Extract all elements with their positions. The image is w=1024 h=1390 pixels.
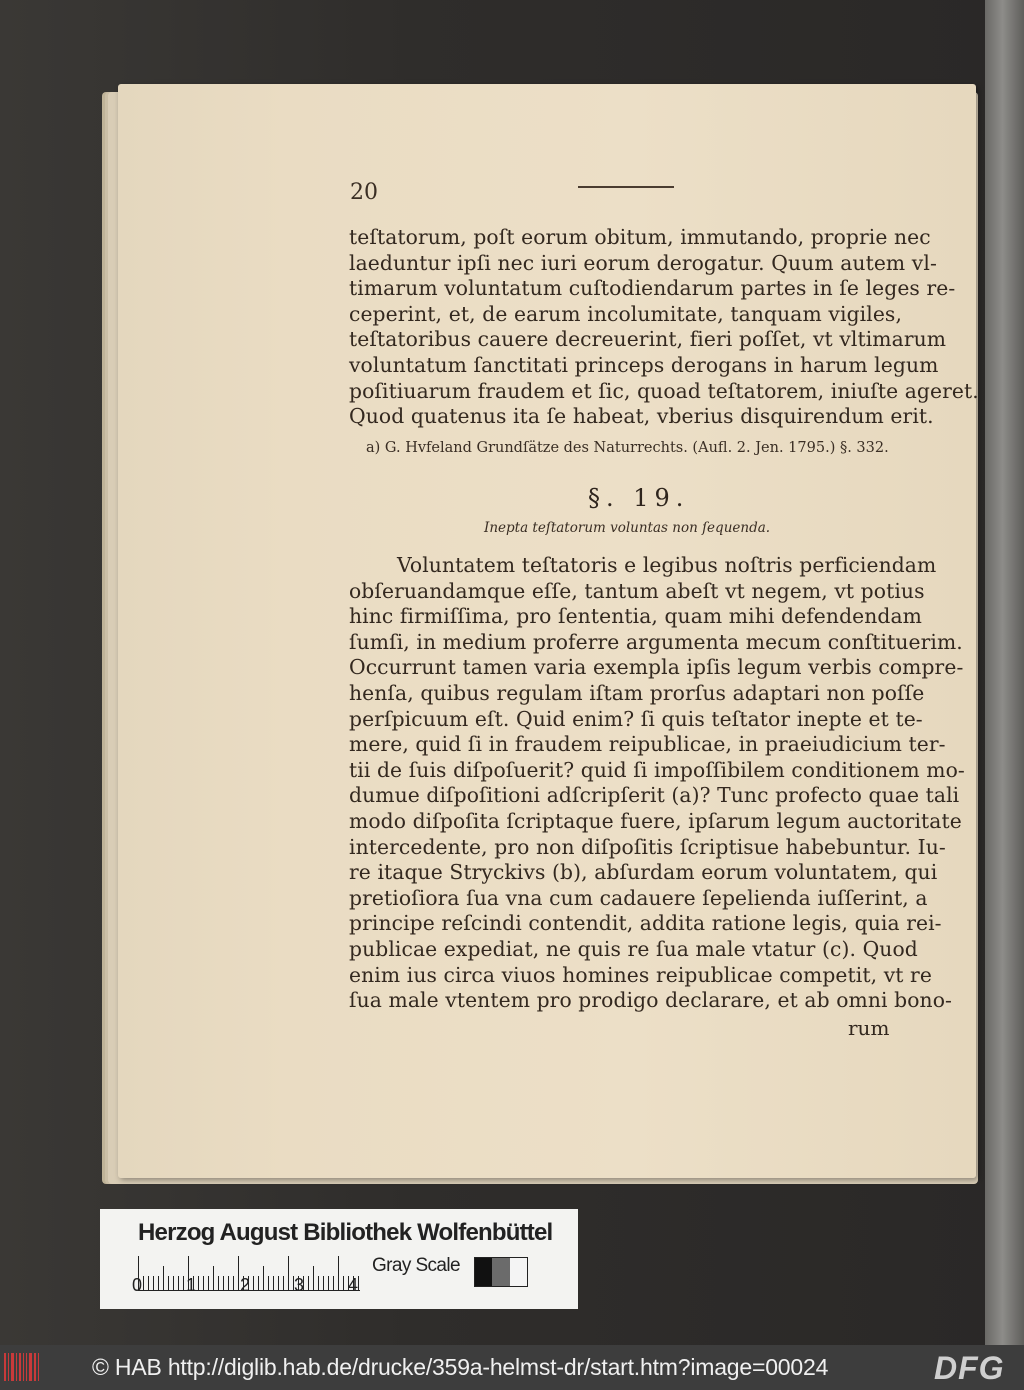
barcode-bar (19, 1353, 21, 1381)
ruler-number: 0 (132, 1275, 143, 1295)
ruler-tick (208, 1276, 209, 1290)
ruler-tick (158, 1276, 159, 1290)
ruler-tick (148, 1276, 149, 1290)
barcode-bar (34, 1353, 36, 1381)
text-line: ſumſi, in medium proferre argumenta mecum conſtituerim. (349, 629, 963, 654)
text-line: pretioſiora ſua vna cum cadauere ſepelienda iuſſerint, a (349, 885, 928, 910)
ruler-tick (183, 1276, 184, 1290)
ruler-tick (198, 1276, 199, 1290)
gray-swatch (475, 1258, 492, 1286)
barcode-bar (23, 1353, 24, 1381)
ruler-tick (163, 1266, 164, 1290)
ruler-tick (333, 1276, 334, 1290)
ruler-number: 4 (348, 1275, 359, 1295)
library-color-card (100, 1209, 578, 1309)
ruler-tick (308, 1276, 309, 1290)
ruler-number: 2 (240, 1275, 251, 1295)
gray-scale-label: Gray Scale (372, 1255, 460, 1276)
ruler-tick (313, 1266, 314, 1290)
ruler-tick (253, 1276, 254, 1290)
text-line: publicae expediat, ne quis re ſua male vtatur (c). Quod (349, 936, 918, 961)
text-line: laeduntur ipſi nec iuri eorum derogatur. Quum autem vl- (349, 250, 937, 275)
ruler-tick (223, 1276, 224, 1290)
barcode-bar (29, 1353, 32, 1381)
dfg-logo: DFG (934, 1350, 1005, 1386)
text-line: poſitiuarum fraudem et ſic, quoad teſtatorem, iniuſte ageret. (349, 378, 979, 403)
barcode-bar (16, 1353, 17, 1381)
header-rule (578, 186, 674, 188)
section-subtitle: Inepta teſtatorum voluntas non ſequenda. (484, 520, 771, 536)
copyright-url[interactable]: © HAB http://diglib.hab.de/drucke/359a-helmst-dr/start.htm?image=00024 (92, 1354, 829, 1380)
barcode-bar (8, 1353, 9, 1381)
ruler-number: 3 (294, 1275, 305, 1295)
ruler-tick (168, 1276, 169, 1290)
text-line: tii de ſuis diſpoſuerit? quid ſi impoſſibilem conditionem mo- (349, 757, 965, 782)
ruler-tick (358, 1276, 359, 1290)
text-line: re itaque Stryckivs (b), abſurdam eorum voluntatem, qui (349, 860, 938, 885)
barcode-bar (4, 1353, 6, 1381)
text-line: enim ius circa viuos homines reipublicae competit, vt re (349, 962, 932, 987)
text-line: teſtatorum, poſt eorum obitum, immutando, proprie nec (349, 225, 931, 249)
ruler-tick (238, 1256, 239, 1290)
gray-swatch (510, 1258, 527, 1286)
ruler-tick (343, 1276, 344, 1290)
text-line: mere, quid ſi in fraudem reipublicae, in praeiudicium ter- (349, 732, 946, 757)
text-line: voluntatum ſanctitati princeps derogans in harum legum (349, 352, 939, 377)
hab-barcode-icon (4, 1353, 44, 1381)
text-line: Quod quatenus ita ſe habeat, vberius disquirendum erit. (349, 404, 934, 429)
ruler-tick (328, 1276, 329, 1290)
text-line: Voluntatem teſtatoris e legibus noſtris perficiendam (397, 553, 937, 577)
scan-edge-strip (985, 0, 1024, 1345)
text-line: ſua male vtentem pro prodigo declarare, et ab omni bono- (349, 988, 952, 1013)
text-line: ceperint, et, de earum incolumitate, tanquam vigiles, (349, 301, 902, 326)
barcode-bar (26, 1353, 27, 1381)
ruler-number: 1 (186, 1275, 197, 1295)
ruler-tick (288, 1256, 289, 1290)
ruler-tick (153, 1276, 154, 1290)
ruler-tick (213, 1266, 214, 1290)
ruler-tick (173, 1276, 174, 1290)
footer-bar (0, 1345, 1024, 1390)
ruler-tick (258, 1276, 259, 1290)
ruler-tick (178, 1276, 179, 1290)
ruler-tick (273, 1276, 274, 1290)
ruler-tick (268, 1276, 269, 1290)
ruler-tick (278, 1276, 279, 1290)
text-line: obſeruandamque eſſe, tantum abeſt vt negem, vt potius (349, 578, 925, 603)
ruler-tick (338, 1256, 339, 1290)
text-line: hinc firmiſſima, pro ſententia, quam mihi defendendam (349, 604, 923, 629)
barcode-bar (38, 1353, 39, 1381)
paragraph-2 (349, 553, 965, 1014)
text-line: timarum voluntatum cuſtodiendarum partes in ſe leges re- (349, 276, 956, 301)
barcode-bar (11, 1353, 14, 1381)
ruler-tick (143, 1276, 144, 1290)
text-line: intercedente, pro non diſpoſitis ſcriptisue habebuntur. Iu- (349, 834, 946, 859)
gray-swatch (492, 1258, 509, 1286)
page-number: 20 (350, 180, 378, 205)
ruler-tick (233, 1276, 234, 1290)
text-line: dumue diſpoſitioni adſcripſerit (a)? Tunc profecto quae tali (349, 783, 960, 808)
ruler-tick (318, 1276, 319, 1290)
ruler-tick (228, 1276, 229, 1290)
footnote-a: a) G. Hvfeland Grundſätze des Naturrechts. (Aufl. 2. Jen. 1795.) §. 332. (366, 440, 889, 456)
ruler-tick (203, 1276, 204, 1290)
section-heading: §. 19. (588, 484, 690, 512)
catchword: rum (848, 1016, 890, 1040)
text-line: henſa, quibus regulam iſtam prorſus adaptari non poſſe (349, 680, 925, 705)
ruler-tick (218, 1276, 219, 1290)
text-line: teſtatoribus cauere decreuerint, fieri poſſet, vt vltimarum (349, 327, 947, 352)
text-line: modo diſpoſita ſcriptaque fuere, ipſarum legum auctoritate (349, 808, 962, 833)
gray-scale-swatches (474, 1257, 528, 1287)
text-line: Occurrunt tamen varia exempla ipſis legum verbis compre- (349, 655, 964, 680)
ruler-tick (263, 1266, 264, 1290)
text-line: perſpicuum eſt. Quid enim? ſi quis teſtator inepte et te- (349, 706, 923, 731)
text-line: principe reſcindi contendit, addita ratione legis, quia rei- (349, 911, 942, 936)
ruler-tick (283, 1276, 284, 1290)
library-name: Herzog August Bibliothek Wolfenbüttel (138, 1219, 553, 1246)
paragraph-1 (349, 225, 979, 430)
ruler-tick (323, 1276, 324, 1290)
